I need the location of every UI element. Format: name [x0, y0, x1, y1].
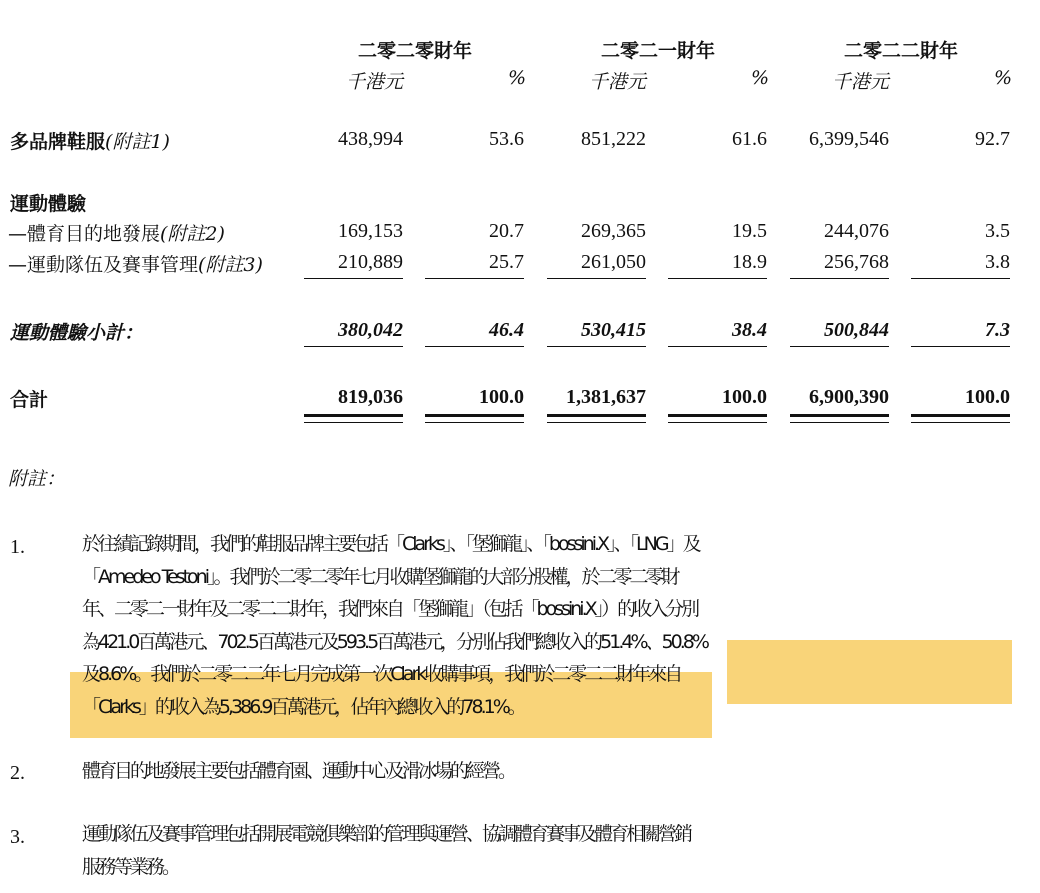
rule-total-top-3: [547, 346, 646, 347]
cell-multi-brand-2022-pct: 92.7: [975, 128, 1010, 150]
year-header-2021: 二零二一財年: [601, 40, 716, 62]
rule-total-double-1b: [304, 422, 403, 423]
rule-total-double-5b: [790, 422, 889, 423]
rule-total-double-2b: [425, 422, 524, 423]
rule-total-double-6b: [911, 422, 1010, 423]
rule-subtotal-top-5: [790, 278, 889, 279]
note-3-line-1: 運動隊伍及賽事管理包括開展電競俱樂部的管理與運營、協調體育賽事及體育相關營銷: [82, 823, 691, 845]
rule-total-double-6a: [911, 414, 1010, 417]
cell-subtotal-2021-pct: 38.4: [732, 319, 767, 341]
note-1-line-2: 「Amedeo Testoni」。我們於二零二零年七月收購堡獅龍的大部分股權，於二零二零財: [82, 565, 678, 588]
unit-amount-2020: 千港元: [346, 71, 404, 93]
cell-sports-dest-2022-amount: 244,076: [824, 220, 889, 242]
cell-sports-team-2021-amount: 261,050: [581, 251, 646, 273]
row-label-sports-destination: —體育目的地發展(附註2): [8, 223, 225, 245]
year-header-2020: 二零二零財年: [358, 40, 473, 62]
cell-total-2020-amount: 819,036: [338, 386, 403, 408]
note-1-line-5: 及8.6%。我們於二零二二年七月完成第一次Clark收購事項，我們於二零二二財年來自: [82, 663, 681, 685]
row-label-total: 合計: [10, 389, 49, 411]
cell-total-2021-amount: 1,381,637: [566, 386, 646, 408]
note-ref-3: (附註3): [198, 254, 263, 276]
note-text-2: [82, 755, 1022, 788]
unit-pct-2020: %: [508, 67, 527, 89]
note-index-2: 2.: [10, 762, 25, 784]
rule-total-double-2a: [425, 414, 524, 417]
row-label-subtotal: 運動體驗小計：: [10, 322, 144, 344]
note-1-line-3: 年、二零二一財年及二零二二財年，我們來自「堡獅龍」（包括「bossini.X」）的收入分別: [82, 598, 698, 620]
rule-subtotal-top-2: [425, 278, 524, 279]
cell-sports-dest-2020-pct: 20.7: [489, 220, 524, 242]
cell-total-2020-pct: 100.0: [479, 386, 524, 408]
cell-sports-team-2020-amount: 210,889: [338, 251, 403, 273]
cell-subtotal-2021-amount: 530,415: [581, 319, 646, 341]
cell-subtotal-2022-pct: 7.3: [985, 319, 1010, 341]
row-label-multi-brand: 多品牌鞋服(附註1): [10, 131, 170, 153]
cell-total-2022-amount: 6,900,390: [809, 386, 889, 408]
year-header-2022: 二零二二財年: [844, 40, 959, 62]
cell-multi-brand-2020-pct: 53.6: [489, 128, 524, 150]
rule-total-top-1: [304, 346, 403, 347]
rule-total-top-5: [790, 346, 889, 347]
rule-total-top-6: [911, 346, 1010, 347]
note-text-1: [82, 528, 1022, 723]
cell-multi-brand-2020-amount: 438,994: [338, 128, 403, 150]
rule-total-double-4a: [668, 414, 767, 417]
cell-sports-dest-2020-amount: 169,153: [338, 220, 403, 242]
unit-pct-2022: %: [994, 67, 1013, 89]
note-index-1: 1.: [10, 536, 25, 558]
notes-heading: 附註：: [8, 468, 66, 490]
cell-sports-dest-2021-amount: 269,365: [581, 220, 646, 242]
note-index-3: 3.: [10, 826, 25, 848]
cell-subtotal-2020-pct: 46.4: [489, 319, 524, 341]
note-3-line-2: 服務等業務。: [82, 855, 179, 878]
note-ref-2: (附註2): [160, 223, 225, 245]
unit-pct-2021: %: [751, 67, 770, 89]
rule-subtotal-top-3: [547, 278, 646, 279]
cell-sports-team-2021-pct: 18.9: [732, 251, 767, 273]
cell-sports-dest-2022-pct: 3.5: [985, 220, 1010, 242]
cell-multi-brand-2021-pct: 61.6: [732, 128, 767, 150]
note-1-line-4: 為421.0百萬港元、702.5百萬港元及593.5百萬港元，分別佔我們總收入的51.4%、50.8%: [82, 630, 707, 653]
unit-amount-2021: 千港元: [589, 71, 647, 93]
rule-subtotal-top-4: [668, 278, 767, 279]
note-ref-1: (附註1): [105, 131, 170, 153]
rule-total-double-5a: [790, 414, 889, 417]
note-2-line-1: 體育目的地發展主要包括體育園、運動中心及滑冰場的經營。: [82, 760, 515, 782]
note-text-3: [82, 818, 1022, 883]
rule-total-double-1a: [304, 414, 403, 417]
unit-amount-2022: 千港元: [832, 71, 890, 93]
cell-sports-team-2022-amount: 256,768: [824, 251, 889, 273]
note-1-line-6: 「Clarks」的收入為5,386.9百萬港元，佔年內總收入的78.1%。: [82, 695, 524, 718]
row-label-sports-heading: 運動體驗: [10, 193, 87, 215]
cell-total-2021-pct: 100.0: [722, 386, 767, 408]
rule-total-double-3a: [547, 414, 646, 417]
rule-total-double-3b: [547, 422, 646, 423]
cell-subtotal-2020-amount: 380,042: [338, 319, 403, 341]
cell-sports-team-2020-pct: 25.7: [489, 251, 524, 273]
cell-multi-brand-2021-amount: 851,222: [581, 128, 646, 150]
note-1-line-1: 於往績記錄期間，我們的鞋服品牌主要包括「Clarks」、「堡獅龍」、「bossini.X」、「LNG」及: [82, 533, 699, 555]
cell-subtotal-2022-amount: 500,844: [824, 319, 889, 341]
cell-multi-brand-2022-amount: 6,399,546: [809, 128, 889, 150]
rule-total-top-4: [668, 346, 767, 347]
cell-sports-team-2022-pct: 3.8: [985, 251, 1010, 273]
cell-sports-dest-2021-pct: 19.5: [732, 220, 767, 242]
row-label-sports-teams: —運動隊伍及賽事管理(附註3): [8, 254, 263, 276]
rule-total-top-2: [425, 346, 524, 347]
rule-subtotal-top-1: [304, 278, 403, 279]
cell-total-2022-pct: 100.0: [965, 386, 1010, 408]
rule-total-double-4b: [668, 422, 767, 423]
rule-subtotal-top-6: [911, 278, 1010, 279]
